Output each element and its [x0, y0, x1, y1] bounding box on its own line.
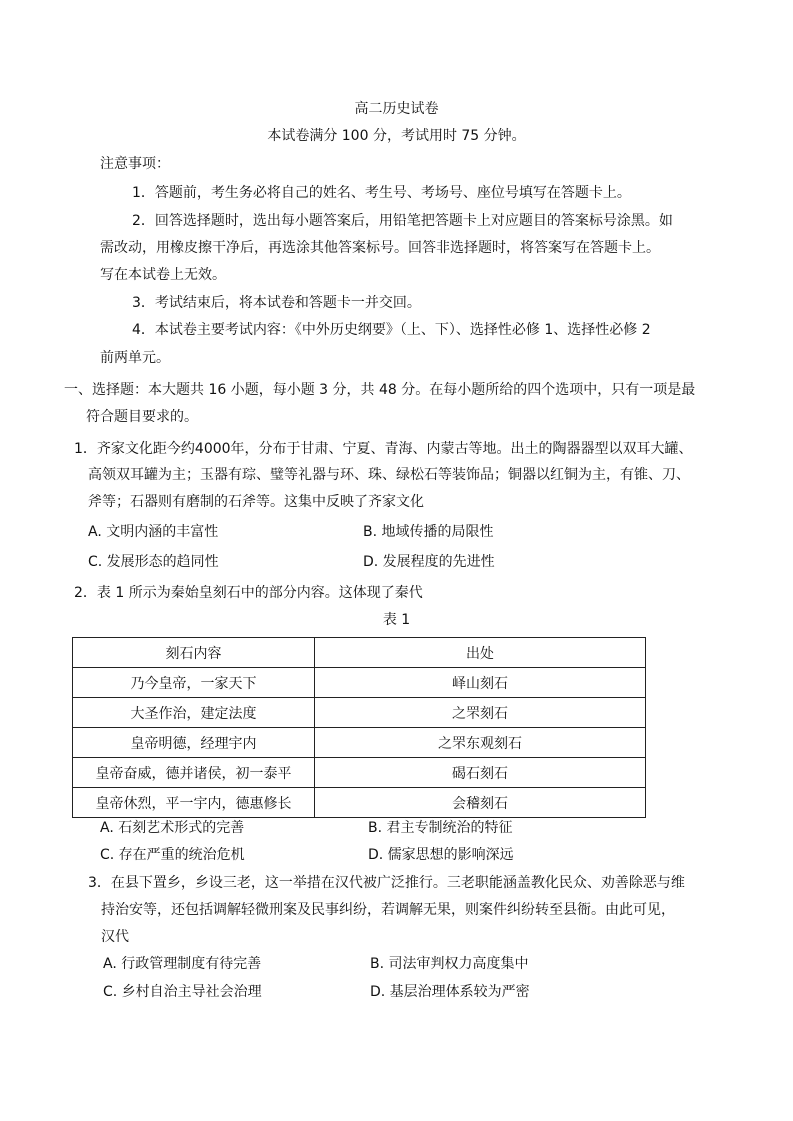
table-header-row [73, 638, 646, 668]
question-3-line-3: 汉代 [101, 929, 129, 945]
page-title: 高二历史试卷 [354, 101, 439, 117]
question-2-option-d: D. 儒家思想的影响深远 [368, 847, 514, 863]
table-cell: 之罘刻石 [315, 698, 646, 728]
question-2-option-c: C. 存在严重的统治危机 [100, 847, 245, 863]
table-cell: 皇帝明德，经理宇内 [73, 728, 315, 758]
question-3-option-b: B. 司法审判权力高度集中 [370, 956, 529, 972]
question-3-option-d: D. 基层治理体系较为严密 [370, 984, 530, 1000]
table-cell: 会稽刻石 [315, 788, 646, 818]
table-caption: 表 1 [382, 612, 411, 628]
question-3-option-a: A. 行政管理制度有待完善 [103, 956, 262, 972]
question-2-option-b: B. 君主专制统治的特征 [368, 820, 513, 836]
question-1-line-2: 高领双耳罐为主；玉器有琮、璧等礼器与环、珠、绿松石等装饰品；铜器以红铜为主，有锥、刀、 [88, 467, 690, 483]
question-1-line-3: 斧等；石器则有磨制的石斧等。这集中反映了齐家文化 [88, 494, 424, 510]
note-4-line-2: 前两单元。 [100, 350, 170, 366]
question-3-line-1: 3．在县下置乡，乡设三老，这一举措在汉代被广泛推行。三老职能涵盖教化民众、劝善除恶与维 [88, 875, 685, 891]
table-row [73, 728, 646, 758]
notes-heading: 注意事项： [100, 156, 170, 172]
note-3: 3．考试结束后，将本试卷和答题卡一并交回。 [132, 295, 421, 311]
question-1-option-c: C. 发展形态的趋同性 [88, 554, 219, 570]
inscription-table [72, 637, 646, 818]
question-2-line-1: 2．表 1 所示为秦始皇刻石中的部分内容。这体现了秦代 [74, 585, 423, 601]
table-cell: 之罘东观刻石 [315, 728, 646, 758]
note-2-line-2: 需改动，用橡皮擦干净后，再选涂其他答案标号。回答非选择题时，将答案写在答题卡上。 [100, 240, 660, 256]
question-3-line-2: 持治安等，还包括调解轻微刑案及民事纠纷，若调解无果，则案件纠纷转至县衙。由此可见， [101, 902, 675, 918]
table-cell: 大圣作治，建定法度 [73, 698, 315, 728]
question-3-option-c: C. 乡村自治主导社会治理 [103, 984, 262, 1000]
note-1: 1．答题前，考生务必将自己的姓名、考生号、考场号、座位号填写在答题卡上。 [132, 185, 631, 201]
table-cell: 皇帝奋威，德并诸侯，初一泰平 [73, 758, 315, 788]
note-4-line-1: 4．本试卷主要考试内容：《中外历史纲要》（上、下）、选择性必修 1、选择性必修 2 [132, 322, 651, 338]
question-2-option-a: A. 石刻艺术形式的完善 [100, 820, 245, 836]
section-heading-line-2: 符合题目要求的。 [86, 409, 198, 425]
table-row [73, 698, 646, 728]
table-header-source: 出处 [315, 638, 646, 668]
question-1-option-d: D. 发展程度的先进性 [363, 554, 495, 570]
question-1-option-a: A. 文明内涵的丰富性 [88, 524, 219, 540]
note-2-line-1: 2．回答选择题时，选出每小题答案后，用铅笔把答题卡上对应题目的答案标号涂黑。如 [132, 213, 673, 229]
table-cell: 碣石刻石 [315, 758, 646, 788]
note-2-line-3: 写在本试卷上无效。 [100, 267, 226, 283]
question-1-option-b: B. 地域传播的局限性 [363, 524, 494, 540]
table-row [73, 668, 646, 698]
table-row [73, 788, 646, 818]
table-cell: 皇帝休烈，平一宇内，德惠修长 [73, 788, 315, 818]
table-header-content: 刻石内容 [73, 638, 315, 668]
question-1-line-1: 1．齐家文化距今约4000年，分布于甘肃、宁夏、青海、内蒙古等地。出土的陶器器型以双耳大罐、 [74, 441, 693, 457]
table-cell: 乃今皇帝，一家天下 [73, 668, 315, 698]
section-heading-line-1: 一、选择题：本大题共 16 小题，每小题 3 分，共 48 分。在每小题所给的四个选项中，只有一项是最 [64, 382, 696, 398]
table-row [73, 758, 646, 788]
table-cell: 峄山刻石 [315, 668, 646, 698]
page-subtitle: 本试卷满分 100 分，考试用时 75 分钟。 [267, 128, 526, 144]
